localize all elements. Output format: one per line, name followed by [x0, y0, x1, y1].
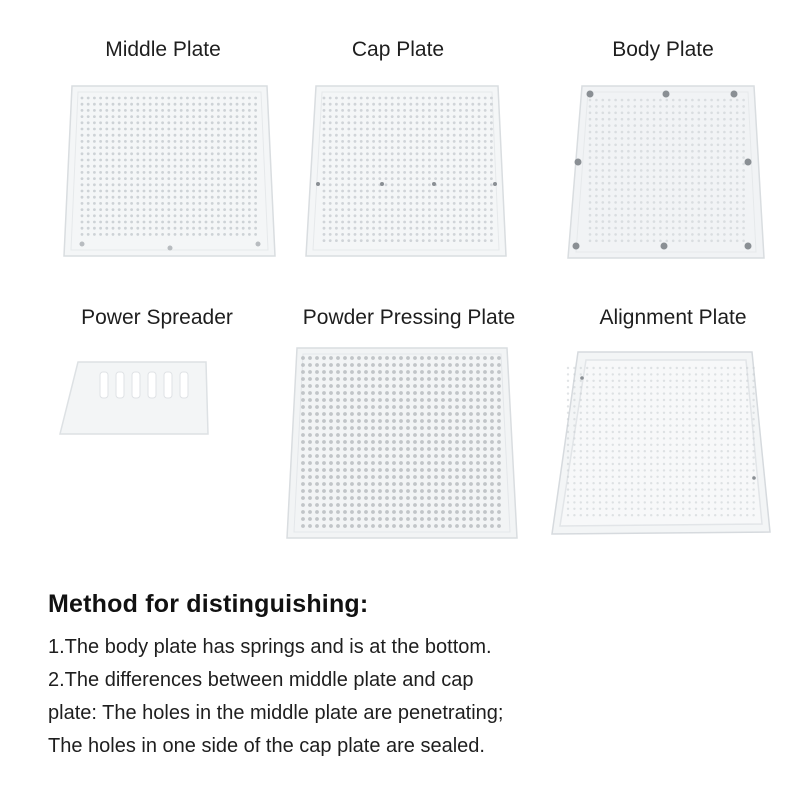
method-line-2: 2.The differences between middle plate and cap: [48, 669, 474, 691]
power-spreader-image: [56, 358, 216, 438]
middle-plate-drawing: [62, 84, 277, 259]
label-cap-plate: Cap Plate: [351, 38, 445, 61]
middle-plate-image: [62, 84, 277, 259]
alignment-plate-drawing: [548, 348, 774, 538]
powder-pressing-plate-drawing: [283, 344, 523, 542]
cap-plate-drawing: [302, 84, 512, 259]
body-plate-drawing: [566, 82, 766, 262]
method-title: Method for distinguishing:: [48, 590, 369, 618]
power-spreader-drawing: [56, 358, 216, 438]
body-plate-image: [566, 82, 766, 262]
cap-plate-image: [302, 84, 512, 259]
powder-pressing-plate-image: [283, 344, 523, 542]
label-body-plate: Body Plate: [612, 38, 714, 61]
method-section: [48, 590, 768, 763]
label-power-spreader: Power Spreader: [81, 306, 233, 329]
label-alignment-plate: Alignment Plate: [599, 306, 747, 329]
label-powder-pressing-plate: Powder Pressing Plate: [302, 306, 516, 329]
method-line-1: 1.The body plate has springs and is at the bottom.: [48, 636, 492, 658]
label-middle-plate: Middle Plate: [105, 38, 221, 61]
alignment-plate-image: [548, 348, 774, 538]
method-line-4: The holes in one side of the cap plate are sealed.: [48, 735, 485, 757]
method-line-3: plate: The holes in the middle plate are penetrating;: [48, 702, 504, 724]
